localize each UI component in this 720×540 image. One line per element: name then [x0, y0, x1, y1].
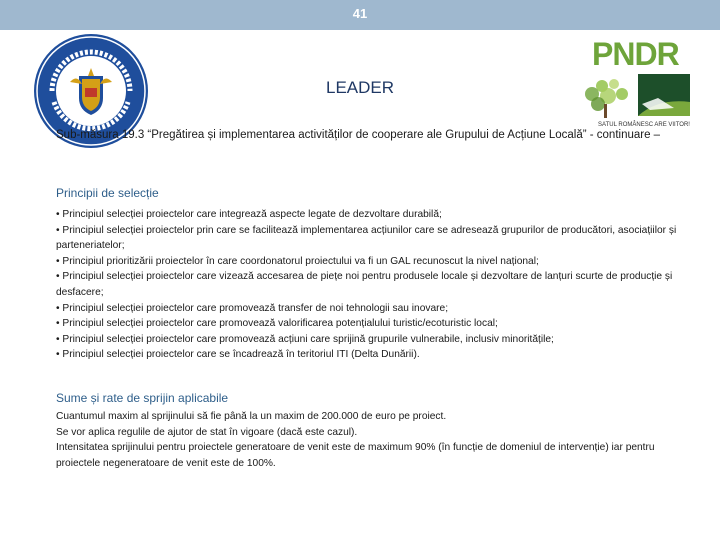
support-line: Cuantumul maxim al sprijinului să fie până la un maxim de 200.000 de euro pe proiect. [56, 411, 447, 422]
list-item: • Principiul selecției proiectelor care promovează transfer de noi tehnologii sau inovare; [56, 302, 449, 314]
pndr-tagline: SATUL ROMÂNESC ARE VIITOR! [598, 122, 690, 128]
list-item: • Principiul selecției proiectelor prin care se facilitează implementarea acțiunilor care se adresează grupurilor de producători, asociațiilor și parteneriatelor; [56, 224, 677, 252]
list-item: • Principiul selecției proiectelor care se încadrează în teritoriul ITI (Delta Dunării). [56, 349, 420, 361]
list-item: • Principiul selecției proiectelor care vizează accesarea de piețe noi pentru produsele locale și dezvoltare de lanțuri scurte de producție și desfacere; [56, 271, 673, 298]
principles-heading: Principii de selecție [56, 186, 159, 200]
support-line: Intensitatea sprijinului pentru proiectele generatoare de venit este de maximum 90% (în funcție de domeniul de intervenție) iar pentru proiectele negeneratoare de venit este de 100%. [56, 442, 655, 469]
support-text [56, 409, 696, 471]
list-item: • Principiul selecției proiectelor care promovează acțiuni care sprijină grupurile vulnerabile, inclusiv minoritățile; [56, 333, 554, 345]
support-heading: Sume și rate de sprijin aplicabile [56, 391, 229, 405]
pndr-wordmark: PNDR [592, 36, 679, 72]
slide-subtitle: Sub-măsura 19.3 “Pregătirea și implementarea activităților de cooperare ale Grupului de Acțiune Locală” - continuare – [56, 129, 661, 141]
list-item: • Principiul prioritizării proiectelor în care coordonatorul proiectului va fi un GAL recunoscut la nivel național; [56, 255, 539, 267]
slide-title: LEADER [325, 78, 395, 97]
list-item: • Principiul selecției proiectelor care promovează valorificarea potențialului turistic/ecoturistic local; [56, 318, 498, 330]
list-item: • Principiul selecției proiectelor care integrează aspecte legate de dezvoltare durabilă; [56, 209, 442, 220]
page-number: 41 [352, 6, 368, 21]
support-line: Se vor aplica regulile de ajutor de stat în vigoare (dacă este cazul). [56, 426, 358, 438]
principles-list [56, 207, 696, 363]
